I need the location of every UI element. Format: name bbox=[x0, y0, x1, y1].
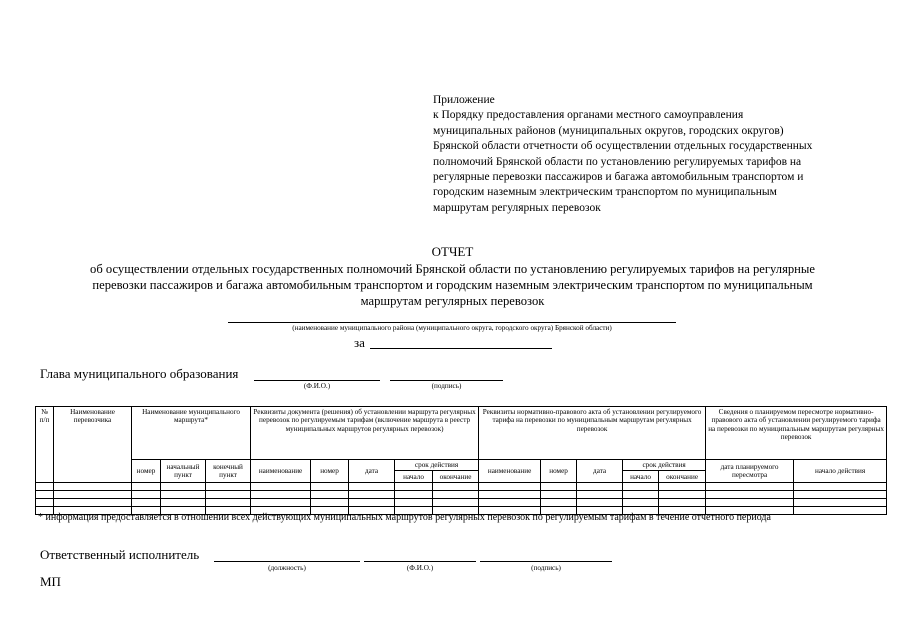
table-cell[interactable] bbox=[349, 491, 395, 499]
table-cell[interactable] bbox=[349, 483, 395, 491]
table-cell[interactable] bbox=[706, 491, 794, 499]
table-cell[interactable] bbox=[395, 491, 433, 499]
table-cell[interactable] bbox=[54, 483, 132, 491]
table-cell[interactable] bbox=[36, 499, 54, 507]
table-cell[interactable] bbox=[479, 491, 541, 499]
col-header-doc-name: наименование bbox=[251, 460, 311, 483]
table-cell[interactable] bbox=[577, 491, 623, 499]
table-cell[interactable] bbox=[479, 483, 541, 491]
appendix-note bbox=[433, 93, 873, 216]
table-cell[interactable] bbox=[161, 483, 206, 491]
table-cell[interactable] bbox=[706, 499, 794, 507]
col-header-route: Наименование муниципального маршрута* bbox=[132, 407, 251, 460]
table-cell[interactable] bbox=[251, 483, 311, 491]
table-cell[interactable] bbox=[794, 483, 887, 491]
appendix-line: регулярные перевозки пассажиров и багажа автомобильным транспортом и bbox=[433, 171, 804, 184]
table-cell[interactable] bbox=[659, 491, 706, 499]
col-header-review: Сведения о планируемом пересмотре нормативно-правового акта об установлении регулируемого тарифа на перевозки по муниципальным маршрутам регулярных перевозок bbox=[706, 407, 887, 460]
table-cell[interactable] bbox=[54, 499, 132, 507]
col-header-act-term-end: окончание bbox=[659, 471, 706, 483]
responsible-label: Ответственный исполнитель bbox=[40, 547, 200, 562]
table-cell[interactable] bbox=[541, 483, 577, 491]
table-row bbox=[36, 491, 887, 499]
table-cell[interactable] bbox=[479, 499, 541, 507]
table-cell[interactable] bbox=[132, 499, 161, 507]
table-cell[interactable] bbox=[132, 483, 161, 491]
col-header-doc-term-end: окончание bbox=[433, 471, 479, 483]
report-heading: ОТЧЕТ bbox=[431, 244, 474, 259]
appendix-line: к Порядку предоставления органами местного самоуправления bbox=[433, 109, 744, 122]
report-table bbox=[35, 406, 887, 515]
table-cell[interactable] bbox=[251, 491, 311, 499]
table-cell[interactable] bbox=[794, 491, 887, 499]
table-cell[interactable] bbox=[541, 499, 577, 507]
table-cell[interactable] bbox=[433, 483, 479, 491]
responsible-position-field[interactable] bbox=[214, 561, 360, 562]
appendix-line: Брянской области отчетности об осуществлении отдельных государственных bbox=[433, 140, 813, 153]
table-row bbox=[36, 499, 887, 507]
col-header-doc-number: номер bbox=[311, 460, 349, 483]
report-title-line: маршрутам регулярных перевозок bbox=[360, 294, 545, 308]
period-label: за bbox=[354, 335, 365, 350]
col-header-doc-date: дата bbox=[349, 460, 395, 483]
table-cell[interactable] bbox=[659, 499, 706, 507]
col-header-act-date: дата bbox=[577, 460, 623, 483]
col-header-act-name: наименование bbox=[479, 460, 541, 483]
head-of-municipality-label: Глава муниципального образования bbox=[40, 366, 239, 381]
report-title-line: об осуществлении отдельных государственных полномочий Брянской области по установлению регулируемых тарифов на регулярные bbox=[90, 262, 815, 276]
table-cell[interactable] bbox=[161, 499, 206, 507]
table-cell[interactable] bbox=[311, 499, 349, 507]
municipality-caption: (наименование муниципального района (муниципального округа, городского округа) Брянской области) bbox=[292, 324, 612, 332]
responsible-position-caption: (должность) bbox=[268, 564, 306, 572]
table-cell[interactable] bbox=[206, 499, 251, 507]
col-header-carrier: Наименование перевозчика bbox=[54, 407, 132, 483]
table-cell[interactable] bbox=[349, 499, 395, 507]
col-header-route-document: Реквизиты документа (решения) об установлении маршрута регулярных перевозок по регулируемым тарифам (включение маршрута в реестр муниципальных маршрутов регулярных перевозок) bbox=[251, 407, 479, 460]
footnote: * информация предоставляется в отношении всех действующих муниципальных маршрутов регулярных перевозок по регулируемым тарифам в течение отчетного периода bbox=[38, 512, 771, 523]
table-cell[interactable] bbox=[577, 483, 623, 491]
head-fio-caption: (Ф.И.О.) bbox=[303, 382, 331, 390]
table-row bbox=[36, 483, 887, 491]
head-signature-caption: (подпись) bbox=[431, 382, 462, 390]
table-cell[interactable] bbox=[36, 491, 54, 499]
table-cell[interactable] bbox=[433, 499, 479, 507]
table-cell[interactable] bbox=[433, 491, 479, 499]
table-cell[interactable] bbox=[311, 483, 349, 491]
col-header-route-start: начальный пункт bbox=[161, 460, 206, 483]
appendix-line: городским наземным электрическим транспортом по муниципальным bbox=[433, 186, 777, 199]
table-cell[interactable] bbox=[161, 491, 206, 499]
table-cell[interactable] bbox=[206, 483, 251, 491]
table-cell[interactable] bbox=[659, 483, 706, 491]
table-cell[interactable] bbox=[206, 491, 251, 499]
table-cell[interactable] bbox=[623, 483, 659, 491]
col-header-doc-term: срок действия bbox=[395, 460, 479, 471]
table-cell[interactable] bbox=[577, 499, 623, 507]
col-header-tariff-act: Реквизиты нормативно-правового акта об установлении регулируемого тарифа на перевозки по муниципальным маршрутам регулярных перевозок bbox=[479, 407, 706, 460]
table-cell[interactable] bbox=[794, 499, 887, 507]
appendix-line: муниципальных районов (муниципальных округов, городских округов) bbox=[433, 124, 784, 137]
col-header-review-date: дата планируемого пересмотра bbox=[706, 460, 794, 483]
table-cell[interactable] bbox=[54, 491, 132, 499]
responsible-fio-field[interactable] bbox=[364, 561, 476, 562]
report-title bbox=[20, 261, 885, 309]
appendix-line: полномочий Брянской области по установлению регулируемых тарифов на bbox=[433, 155, 802, 168]
municipality-name-field[interactable] bbox=[228, 322, 676, 323]
responsible-signature-caption: (подпись) bbox=[531, 564, 561, 572]
table-cell[interactable] bbox=[706, 483, 794, 491]
table-cell[interactable] bbox=[36, 483, 54, 491]
col-header-doc-term-start: начало bbox=[395, 471, 433, 483]
table-cell[interactable] bbox=[623, 499, 659, 507]
period-field[interactable] bbox=[370, 348, 552, 349]
table-cell[interactable] bbox=[251, 499, 311, 507]
table-cell[interactable] bbox=[623, 491, 659, 499]
appendix-line: Приложение bbox=[433, 94, 495, 106]
col-header-act-term-start: начало bbox=[623, 471, 659, 483]
table-cell[interactable] bbox=[132, 491, 161, 499]
report-title-line: перевозки пассажиров и багажа автомобильным транспортом и городским наземным электрическим транспортом по муниципальным bbox=[92, 278, 813, 292]
table-cell[interactable] bbox=[395, 483, 433, 491]
col-header-act-number: номер bbox=[541, 460, 577, 483]
table-cell[interactable] bbox=[311, 491, 349, 499]
table-cell[interactable] bbox=[395, 499, 433, 507]
col-header-act-term: срок действия bbox=[623, 460, 706, 471]
head-signature-field[interactable] bbox=[390, 380, 503, 381]
col-header-route-end: конечный пункт bbox=[206, 460, 251, 483]
appendix-line: маршрутам регулярных перевозок bbox=[433, 201, 601, 214]
table-cell[interactable] bbox=[541, 491, 577, 499]
responsible-signature-field[interactable] bbox=[480, 561, 612, 562]
responsible-fio-caption: (Ф.И.О.) bbox=[406, 564, 434, 572]
head-fio-field[interactable] bbox=[254, 380, 380, 381]
stamp-place-label: МП bbox=[40, 574, 61, 589]
col-header-no: № п/п bbox=[36, 407, 54, 483]
col-header-review-start: начало действия bbox=[794, 460, 887, 483]
col-header-route-number: номер bbox=[132, 460, 161, 483]
table-cell[interactable] bbox=[794, 507, 887, 515]
